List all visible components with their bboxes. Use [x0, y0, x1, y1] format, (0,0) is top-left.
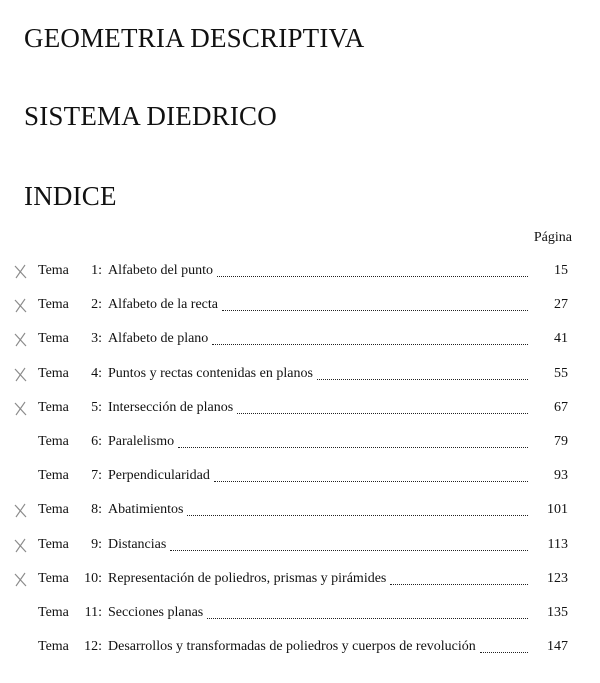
toc-entry-page: 41: [554, 331, 568, 346]
toc-entry-page: 147: [547, 639, 568, 654]
toc-entry: [38, 501, 568, 519]
toc-entry: [38, 570, 568, 588]
toc-entry-number: 12:: [84, 639, 102, 654]
toc-entry: [38, 433, 568, 451]
dot-leader: [170, 550, 528, 551]
toc-entry: [38, 536, 568, 554]
pencil-check-icon: [12, 571, 30, 589]
toc-entry-number: 5:: [91, 400, 102, 415]
toc-entry-page: 15: [554, 263, 568, 278]
toc-entry: [38, 296, 568, 314]
pencil-check-icon: [12, 366, 30, 384]
toc-entry-label: Tema: [38, 331, 69, 346]
toc-entry-number: 6:: [91, 434, 102, 449]
toc-entry: [38, 330, 568, 348]
dot-leader: [212, 344, 528, 345]
pencil-check-icon: [12, 331, 30, 349]
toc-entry-page: 93: [554, 468, 568, 483]
toc-entry-number: 4:: [91, 366, 102, 381]
toc-entry-label: Tema: [38, 366, 69, 381]
toc-entry-title: Perpendicularidad: [108, 468, 210, 483]
toc-entry-label: Tema: [38, 434, 69, 449]
toc-entry-number: 7:: [91, 468, 102, 483]
dot-leader: [222, 310, 528, 311]
toc-entry: [38, 365, 568, 383]
toc-entry-title: Puntos y rectas contenidas en planos: [108, 366, 313, 381]
toc-entry-page: 27: [554, 297, 568, 312]
toc-entry-label: Tema: [38, 605, 69, 620]
dot-leader: [317, 379, 528, 380]
pencil-check-icon: [12, 263, 30, 281]
document-title: GEOMETRIA DESCRIPTIVA: [24, 23, 365, 53]
toc-entry: [38, 604, 568, 622]
dot-leader: [217, 276, 528, 277]
toc-entry-page: 135: [547, 605, 568, 620]
toc-entry-title: Paralelismo: [108, 434, 175, 449]
page-column-header: Página: [533, 230, 572, 245]
toc-entry-label: Tema: [38, 400, 69, 415]
toc-entry-page: 55: [554, 366, 568, 381]
dot-leader: [178, 447, 528, 448]
dot-leader: [187, 515, 528, 516]
toc-entry: [38, 399, 568, 417]
toc-entry-number: 10:: [84, 571, 102, 586]
toc-entry-page: 79: [554, 434, 568, 449]
pencil-check-icon: [12, 400, 30, 418]
pencil-check-icon: [12, 502, 30, 520]
toc-entry-title: Alfabeto de la recta: [108, 297, 218, 312]
toc-entry-page: 113: [547, 537, 568, 552]
toc-entry-title: Distancias: [108, 537, 167, 552]
toc-entry-number: 9:: [91, 537, 102, 552]
dot-leader: [237, 413, 528, 414]
dot-leader: [390, 584, 528, 585]
toc-entry: [38, 638, 568, 656]
toc-entry-title: Representación de poliedros, prismas y pirámides: [108, 571, 387, 586]
toc-entry-page: 67: [554, 400, 568, 415]
toc-entry-page: 123: [547, 571, 568, 586]
toc-entry-number: 2:: [91, 297, 102, 312]
pencil-check-icon: [12, 537, 30, 555]
dot-leader: [214, 481, 528, 482]
toc-entry-number: 8:: [91, 502, 102, 517]
pencil-check-icon: [12, 297, 30, 315]
document-subtitle: SISTEMA DIEDRICO: [24, 101, 277, 131]
toc-entry-number: 3:: [91, 331, 102, 346]
toc-entry-title: Abatimientos: [108, 502, 184, 517]
toc-entry-label: Tema: [38, 502, 69, 517]
toc-entry-label: Tema: [38, 468, 69, 483]
toc-entry-label: Tema: [38, 263, 69, 278]
toc-entry-title: Alfabeto del punto: [108, 263, 213, 278]
toc-entry: [38, 467, 568, 485]
toc-entry-label: Tema: [38, 537, 69, 552]
toc-entry-title: Desarrollos y transformadas de poliedros y cuerpos de revolución: [108, 639, 476, 654]
toc-entry-number: 1:: [91, 263, 102, 278]
toc-entry-title: Secciones planas: [108, 605, 204, 620]
toc-entry-page: 101: [547, 502, 568, 517]
toc-entry-title: Intersección de planos: [108, 400, 234, 415]
toc-entry-number: 11:: [84, 605, 102, 620]
toc-entry-title: Alfabeto de plano: [108, 331, 209, 346]
toc-entry: [38, 262, 568, 280]
dot-leader: [207, 618, 528, 619]
toc-entry-label: Tema: [38, 297, 69, 312]
toc-entry-label: Tema: [38, 571, 69, 586]
dot-leader: [480, 652, 528, 653]
index-title: INDICE: [24, 181, 117, 211]
toc-entry-label: Tema: [38, 639, 69, 654]
